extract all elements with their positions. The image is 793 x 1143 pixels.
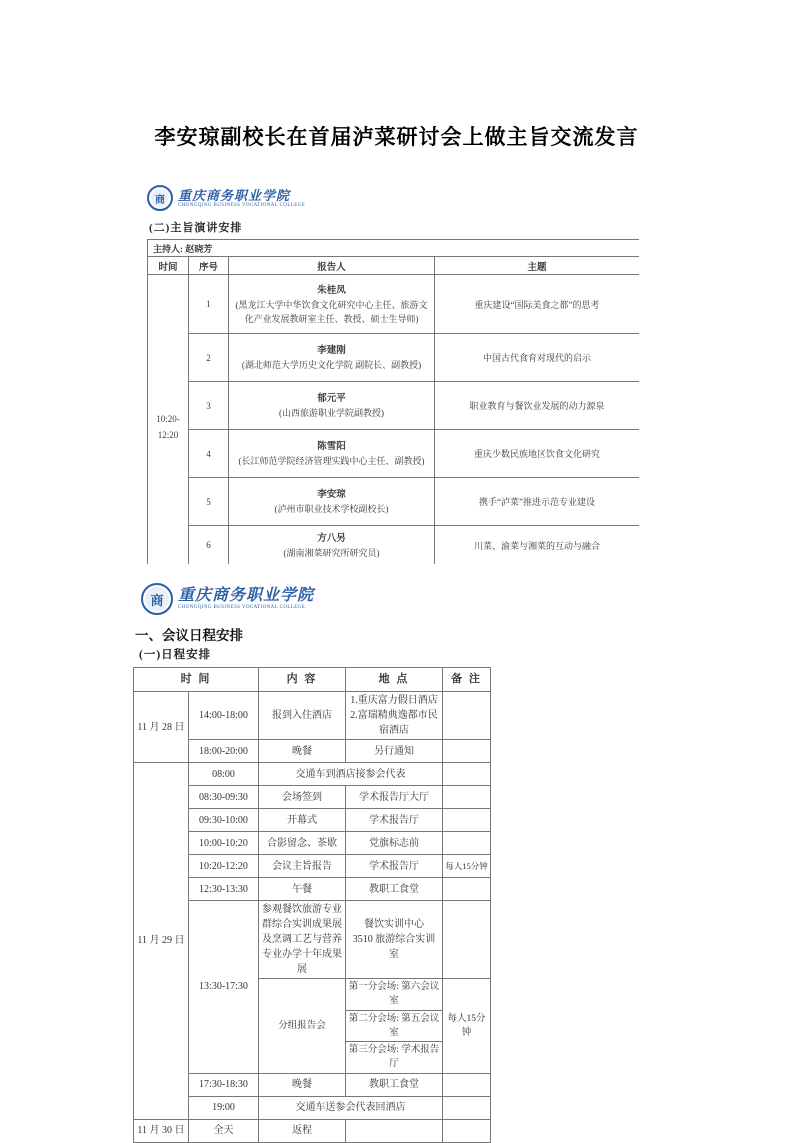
place-line: 3510 旅游综合实训室 bbox=[352, 934, 436, 960]
note-cell bbox=[443, 832, 491, 855]
speaker-affiliation: (湖北师范大学历史文化学院 副院长、副教授) bbox=[241, 360, 422, 371]
note-cell bbox=[443, 692, 491, 740]
place-line: 2.富瑞精典逸都市民宿酒店 bbox=[350, 710, 438, 736]
topic-cell: 重庆建设“国际美食之都”的思考 bbox=[435, 275, 640, 334]
speaker-affiliation: (泸州市职业技术学校副校长) bbox=[274, 504, 389, 515]
emblem-glyph: 商 bbox=[155, 194, 165, 206]
place-cell bbox=[346, 901, 443, 979]
row-no: 3 bbox=[189, 382, 229, 430]
speaker-affiliation: (山西旅游职业学院副教授) bbox=[279, 408, 384, 419]
time-line1: 10:20- bbox=[156, 413, 180, 424]
agenda-section bbox=[133, 583, 493, 1143]
speaker-cell bbox=[229, 526, 435, 565]
speaker-cell bbox=[229, 382, 435, 430]
note-cell bbox=[443, 878, 491, 901]
time-cell: 09:30-10:00 bbox=[189, 809, 259, 832]
time-cell: 10:00-10:20 bbox=[189, 832, 259, 855]
col-speaker: 报告人 bbox=[229, 257, 435, 275]
note-cell bbox=[443, 1119, 491, 1142]
row-no: 1 bbox=[189, 275, 229, 334]
host-label: 主持人: 赵晓芳 bbox=[148, 240, 640, 257]
place-cell: 党旗标志前 bbox=[346, 832, 443, 855]
table-row bbox=[148, 478, 640, 526]
content-cell: 午餐 bbox=[259, 878, 346, 901]
topic-cell: 携手“泸菜”推进示范专业建设 bbox=[435, 478, 640, 526]
note-cell bbox=[443, 763, 491, 786]
college-name-en: CHONGQING BUSINESS VOCATIONAL COLLEGE bbox=[178, 202, 306, 208]
content-cell: 返程 bbox=[259, 1119, 346, 1142]
table-row bbox=[134, 692, 491, 740]
college-emblem-icon bbox=[147, 185, 173, 211]
row-no: 5 bbox=[189, 478, 229, 526]
speaker-name: 陈雪阳 bbox=[317, 442, 346, 453]
table-row bbox=[148, 382, 640, 430]
time-cell: 08:30-09:30 bbox=[189, 786, 259, 809]
place-cell: 第一分会场: 第六会议室 bbox=[346, 979, 443, 1011]
place-cell: 第二分会场: 第五会议室 bbox=[346, 1010, 443, 1042]
host-row bbox=[148, 240, 640, 257]
time-line2: 12:20 bbox=[157, 430, 179, 440]
speaker-name: 方八另 bbox=[317, 533, 346, 544]
speaker-cell bbox=[229, 478, 435, 526]
topic-cell: 职业教育与餐饮业发展的动力源泉 bbox=[435, 382, 640, 430]
place-cell: 另行通知 bbox=[346, 740, 443, 763]
col-content: 内 容 bbox=[259, 668, 346, 692]
content-cell: 晚餐 bbox=[259, 1073, 346, 1096]
col-note: 备 注 bbox=[443, 668, 491, 692]
agenda-header-row bbox=[134, 668, 491, 692]
content-cell: 晚餐 bbox=[259, 740, 346, 763]
emblem-glyph: 商 bbox=[150, 592, 164, 608]
speaker-cell bbox=[229, 275, 435, 334]
page-title: 李安琼副校长在首届泸菜研讨会上做主旨交流发言 bbox=[154, 125, 639, 149]
time-cell: 全天 bbox=[189, 1119, 259, 1142]
place-cell: 第三分会场: 学术报告厅 bbox=[346, 1042, 443, 1074]
place-cell bbox=[346, 1119, 443, 1142]
speaker-name: 李安琼 bbox=[317, 490, 346, 501]
content-cell: 合影留念、茶歇 bbox=[259, 832, 346, 855]
content-cell: 交通车到酒店接参会代表 bbox=[259, 763, 443, 786]
place-cell: 学术报告厅 bbox=[346, 809, 443, 832]
time-cell: 12:30-13:30 bbox=[189, 878, 259, 901]
row-no: 6 bbox=[189, 526, 229, 565]
topic-cell: 川菜、渝菜与湘菜的互动与融合 bbox=[435, 526, 640, 565]
note-cell bbox=[443, 786, 491, 809]
speaker-name: 李建刚 bbox=[317, 346, 346, 357]
speaker-cell bbox=[229, 430, 435, 478]
note-cell bbox=[443, 809, 491, 832]
content-cell: 会议主旨报告 bbox=[259, 855, 346, 878]
speaker-affiliation: (长江师范学院经济管理实践中心主任、副教授) bbox=[238, 456, 425, 467]
content-cell: 开幕式 bbox=[259, 809, 346, 832]
place-cell: 学术报告厅大厅 bbox=[346, 786, 443, 809]
speech-table bbox=[147, 239, 639, 564]
time-cell: 19:00 bbox=[189, 1096, 259, 1119]
speech-heading: (二)主旨演讲安排 bbox=[149, 222, 243, 234]
agenda-table bbox=[133, 667, 491, 1143]
speaker-affiliation: (黑龙江大学中华饮食文化研究中心主任、旅游文化产业发展教研室主任、教授、硕士生导师) bbox=[235, 299, 428, 324]
table-row bbox=[148, 275, 640, 334]
speech-header-row bbox=[148, 257, 640, 275]
table-row bbox=[148, 334, 640, 382]
note-cell bbox=[443, 1073, 491, 1096]
time-cell: 10:20-12:20 bbox=[189, 855, 259, 878]
place-cell: 教职工食堂 bbox=[346, 878, 443, 901]
note-cell: 每人15分钟 bbox=[443, 979, 491, 1074]
table-row bbox=[148, 430, 640, 478]
row-no: 4 bbox=[189, 430, 229, 478]
date-cell: 11 月 28 日 bbox=[134, 692, 189, 763]
place-line: 餐饮实训中心 bbox=[364, 919, 424, 930]
table-row bbox=[148, 526, 640, 565]
col-no: 序号 bbox=[189, 257, 229, 275]
content-cell: 分组报告会 bbox=[259, 979, 346, 1074]
agenda-heading-1: 一、会议日程安排 bbox=[135, 628, 243, 643]
col-time: 时间 bbox=[148, 257, 189, 275]
session-time bbox=[148, 275, 189, 565]
place-cell: 教职工食堂 bbox=[346, 1073, 443, 1096]
college-emblem-icon bbox=[141, 583, 173, 615]
speaker-cell bbox=[229, 334, 435, 382]
note-cell bbox=[443, 740, 491, 763]
speaker-affiliation: (湖南湘菜研究所研究员) bbox=[283, 547, 380, 558]
note-cell bbox=[443, 901, 491, 979]
college-logo bbox=[141, 583, 493, 615]
place-cell: 学术报告厅 bbox=[346, 855, 443, 878]
col-topic: 主题 bbox=[435, 257, 640, 275]
college-logo bbox=[147, 185, 639, 211]
time-cell: 14:00-18:00 bbox=[189, 692, 259, 740]
college-name-cn: 重庆商务职业学院 bbox=[178, 587, 315, 604]
date-cell: 11 月 30 日 bbox=[134, 1119, 189, 1142]
speaker-name: 郁元平 bbox=[317, 394, 346, 405]
time-cell: 13:30-17:30 bbox=[189, 901, 259, 1074]
content-cell: 交通车送参会代表回酒店 bbox=[259, 1096, 443, 1119]
time-cell: 08:00 bbox=[189, 763, 259, 786]
speaker-name: 朱桂凤 bbox=[317, 285, 346, 296]
topic-cell: 重庆少数民族地区饮食文化研究 bbox=[435, 430, 640, 478]
time-cell: 18:00-20:00 bbox=[189, 740, 259, 763]
content-cell: 参观餐饮旅游专业群综合实训成果展及烹调工艺与营养专业办学十年成果展 bbox=[259, 901, 346, 979]
note-cell bbox=[443, 1096, 491, 1119]
col-place: 地 点 bbox=[346, 668, 443, 692]
place-cell bbox=[346, 692, 443, 740]
content-cell: 报到入住酒店 bbox=[259, 692, 346, 740]
speech-section bbox=[147, 185, 639, 564]
college-name-en: CHONGQING BUSINESS VOCATIONAL COLLEGE bbox=[178, 605, 306, 610]
row-no: 2 bbox=[189, 334, 229, 382]
agenda-heading-2: (一)日程安排 bbox=[139, 649, 212, 661]
topic-cell: 中国古代食育对现代的启示 bbox=[435, 334, 640, 382]
speech-table-clip bbox=[147, 239, 639, 564]
content-cell: 会场签到 bbox=[259, 786, 346, 809]
table-row bbox=[134, 763, 491, 786]
time-cell: 17:30-18:30 bbox=[189, 1073, 259, 1096]
note-cell: 每人15分钟 bbox=[443, 855, 491, 878]
col-time: 时 间 bbox=[134, 668, 259, 692]
place-line: 1.重庆富力假日酒店 bbox=[350, 695, 438, 706]
college-name-cn: 重庆商务职业学院 bbox=[178, 187, 291, 203]
date-cell: 11 月 29 日 bbox=[134, 763, 189, 1120]
table-row bbox=[134, 1119, 491, 1142]
